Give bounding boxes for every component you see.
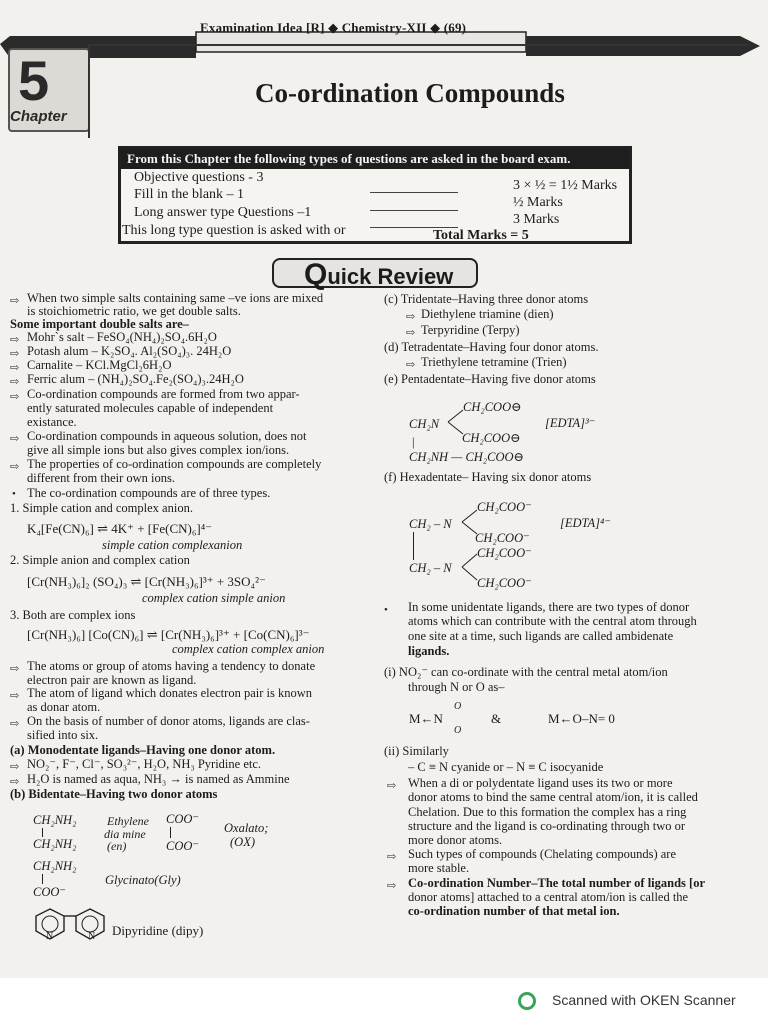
formula: CH₂COO⁻ xyxy=(477,576,532,590)
arrow-bullet-icon: ⇨ xyxy=(10,461,20,473)
text-line: more donor atoms. xyxy=(408,833,503,847)
arrow-bullet-icon: ⇨ xyxy=(10,391,20,403)
scanner-logo-icon xyxy=(518,992,536,1010)
arrow-bullet-icon: ⇨ xyxy=(387,880,397,892)
equation-label: complex cation simple anion xyxy=(142,591,286,605)
text-line: Terpyridine (Terpy) xyxy=(421,323,520,337)
text-line: (i) NO₂⁻ can co-ordinate with the central metal atom/ion xyxy=(384,665,668,679)
chapter-title: Co-ordination Compounds xyxy=(255,78,565,108)
text-line: through N or O as– xyxy=(408,680,505,694)
text-line: donor atoms] attached to a central atom/ion is called the xyxy=(408,890,689,904)
equation-label: complex cation complex anion xyxy=(172,642,325,656)
chapter-word: Chapter xyxy=(10,108,67,125)
text-line: ligands. xyxy=(408,644,450,658)
text-line: is stoichiometric ratio, we get double salts. xyxy=(27,304,241,318)
text-line: The co-ordination compounds are of three types. xyxy=(27,486,271,500)
text-line: The atom of ligand which donates electron pair is known xyxy=(27,686,312,700)
equation: [Cr(NH₃)₆] [Co(CN)₆] ⇌ [Cr(NH₃)₆]³⁺ + [Co(CN)₆]³⁻ xyxy=(27,627,310,642)
text-line: H₂O is named as aqua, NH₃ → is named as Ammine xyxy=(27,772,290,786)
formula: CH₂N xyxy=(409,417,440,431)
ligand-name: Dipyridine (dipy) xyxy=(112,923,204,938)
arrow-bullet-icon: ⇨ xyxy=(10,376,20,388)
text-line: more stable. xyxy=(408,861,470,875)
arrow-bullet-icon: ⇨ xyxy=(10,362,20,374)
text-line: Such types of compounds (Chelating compounds) are xyxy=(408,847,677,861)
formula: CH₂COO⁻ xyxy=(477,546,532,560)
marks-row-label: Fill in the blank – 1 xyxy=(134,187,245,202)
text-line: structure and the ligand is co-ordinating through two or xyxy=(408,819,686,833)
formula: COO⁻ xyxy=(166,839,199,853)
arrow-bullet-icon: ⇨ xyxy=(406,359,416,371)
marks-row-value: ½ Marks xyxy=(513,195,563,210)
text-line: (c) Tridentate–Having three donor atoms xyxy=(384,292,589,306)
arrow-bullet-icon: ⇨ xyxy=(10,433,20,445)
formula: COO⁻ xyxy=(166,812,199,826)
text-line: Mohr`s salt – FeSO₄(NH₄)₂SO₄.6H₂O xyxy=(27,330,217,344)
bond: | xyxy=(412,435,415,449)
formula: CH₂COO⁻ xyxy=(475,531,530,545)
text-line: 2. Simple anion and complex cation xyxy=(10,553,190,567)
equation-label: simple cation complexanion xyxy=(102,538,243,552)
running-head: Examination Idea [R] ◆ Chemistry-XII ◆ (69) xyxy=(200,20,467,35)
equation: K₄[Fe(CN)₆] ⇌ 4K⁺ + [Fe(CN)₆]⁴⁻ xyxy=(27,521,213,536)
formula: CH₂NH — CH₂COO⊖ xyxy=(409,450,525,464)
text-line: When a di or polydentate ligand uses its two or more xyxy=(408,776,673,790)
text-line: atoms which can contribute with the central atom through xyxy=(408,614,697,628)
arrow-bullet-icon: ⇨ xyxy=(10,295,20,307)
text-line: When two simple salts containing same –ve ions are mixed xyxy=(27,291,324,305)
text-line: co-ordination number of that metal ion. xyxy=(408,904,620,918)
atom-label: N xyxy=(88,931,96,942)
arrow-bullet-icon: ⇨ xyxy=(406,327,416,339)
ligand-name: Oxalato; xyxy=(224,821,269,835)
formula: CH₂ – N xyxy=(409,561,452,575)
text-line: (e) Pentadentate–Having five donor atoms xyxy=(384,372,596,386)
dot-bullet-icon: • xyxy=(384,604,388,616)
dot-bullet-icon: • xyxy=(12,488,16,500)
arrow-bullet-icon: ⇨ xyxy=(406,311,416,323)
text-line: Co-ordination Number–The total number of ligands [or xyxy=(408,876,706,890)
formula: CH₂COO⊖ xyxy=(462,431,521,445)
chapter-number: 5 xyxy=(18,49,50,112)
text-line: Triethylene tetramine (Trien) xyxy=(421,355,567,369)
text-line: Ferric alum – (NH₄)₂SO₄.Fe₂(SO₄)₃.24H₂O xyxy=(27,372,244,386)
formula: M←N xyxy=(409,711,443,726)
atom-label: O xyxy=(454,725,462,736)
text-line: – C ≡ N cyanide or – N ≡ C isocyanide xyxy=(408,760,604,774)
blank-line xyxy=(370,227,458,228)
edta-label: [EDTA]⁴⁻ xyxy=(560,516,611,530)
formula: COO⁻ xyxy=(33,885,66,899)
text-line: (ii) Similarly xyxy=(384,744,449,758)
formula: CH₂NH₂ xyxy=(33,859,77,873)
formula: CH₂ – N xyxy=(409,517,452,531)
ligand-name: (OX) xyxy=(230,835,255,849)
text-line: different from their own ions. xyxy=(27,471,175,485)
text-line: electron pair are known as ligand. xyxy=(27,673,197,687)
text-line: Chelation. Due to this formation the complex has a ring xyxy=(408,805,687,819)
text-line: Diethylene triamine (dien) xyxy=(421,307,554,321)
text-line: Some important double salts are– xyxy=(10,317,189,331)
text-line: ently saturated molecules capable of independent xyxy=(27,401,274,415)
formula: CH₂NH₂ xyxy=(33,837,77,851)
arrow-bullet-icon: ⇨ xyxy=(10,334,20,346)
text-line: sified into six. xyxy=(27,728,99,742)
formula: CH₂COO⁻ xyxy=(477,500,532,514)
arrow-bullet-icon: ⇨ xyxy=(10,690,20,702)
arrow-bullet-icon: ⇨ xyxy=(10,776,20,788)
marks-row-label: Objective questions - 3 xyxy=(134,170,264,185)
text-line: give all simple ions but also gives complex ion/ions. xyxy=(27,443,290,457)
text-line: one site at a time, such ligands are called ambidenate xyxy=(408,629,674,643)
dipyridine-structure-icon xyxy=(32,906,112,944)
text-line: In some unidentate ligands, there are two types of donor xyxy=(408,600,690,614)
text-line: as donar atom. xyxy=(27,700,101,714)
text-line: Potash alum – K₂SO₄. Al₂(SO₄)₃. 24H₂O xyxy=(27,344,232,358)
marks-box-heading: From this Chapter the following types of questions are asked in the board exam. xyxy=(121,149,629,169)
marks-row-label: Long answer type Questions –1 xyxy=(134,205,312,220)
marks-row-value: 3 × ½ = 1½ Marks xyxy=(513,178,618,193)
text-line: The atoms or group of atoms having a tendency to donate xyxy=(27,659,316,673)
blank-line xyxy=(370,192,458,193)
formula: CH₂COO⊖ xyxy=(463,400,522,414)
ligand-name: Ethylene xyxy=(107,814,149,828)
ligand-name: Glycinato(Gly) xyxy=(105,873,181,887)
total-marks: Total Marks = 5 xyxy=(433,228,529,243)
blank-line xyxy=(370,210,458,211)
ligand-name: dia mine xyxy=(104,827,146,841)
equation: [Cr(NH₃)₆]₂ (SO₄)₃ ⇌ [Cr(NH₃)₆]³⁺ + 3SO₄²⁻ xyxy=(27,574,266,589)
formula: CH₂NH₂ xyxy=(33,813,77,827)
text-line: (b) Bidentate–Having two donor atoms xyxy=(10,787,218,801)
marks-row-value: 3 Marks xyxy=(513,212,560,227)
bond xyxy=(413,532,414,560)
arrow-bullet-icon: ⇨ xyxy=(387,780,397,792)
text-line: NO₂⁻, F⁻, Cl⁻, SO₃²⁻, H₂O, NH₃ Pyridine etc. xyxy=(27,757,262,771)
bond xyxy=(170,827,171,838)
text-line: (d) Tetradentate–Having four donor atoms. xyxy=(384,340,599,354)
arrow-bullet-icon: ⇨ xyxy=(387,851,397,863)
ligand-name: (en) xyxy=(107,839,127,853)
text-line: 3. Both are complex ions xyxy=(10,608,136,622)
text-line: On the basis of number of donor atoms, ligands are clas- xyxy=(27,714,310,728)
edta-label: [EDTA]³⁻ xyxy=(545,416,596,430)
bond xyxy=(42,874,43,884)
text-line: (f) Hexadentate– Having six donor atoms xyxy=(384,470,592,484)
arrow-bullet-icon: ⇨ xyxy=(10,663,20,675)
text-line: (a) Monodentate ligands–Having one donor atom. xyxy=(10,743,276,757)
atom-label: N xyxy=(46,931,54,942)
text-line: 1. Simple cation and complex anion. xyxy=(10,501,193,515)
and-symbol: & xyxy=(491,711,502,726)
scanner-watermark: Scanned with OKEN Scanner xyxy=(552,992,736,1008)
text-line: donor atoms to bind the same central atom/ion, it is called xyxy=(408,790,698,804)
arrow-bullet-icon: ⇨ xyxy=(10,718,20,730)
text-line: existance. xyxy=(27,415,77,429)
quick-review-title: Quick Review xyxy=(304,258,454,291)
arrow-bullet-icon: ⇨ xyxy=(10,761,20,773)
atom-label: O xyxy=(454,701,462,712)
text-line: Co-ordination compounds in aqueous solution, does not xyxy=(27,429,307,443)
text-line: Co-ordination compounds are formed from two appar- xyxy=(27,387,300,401)
bond xyxy=(42,828,43,837)
text-line: Carnalite – KCl.MgCl₂6H₂O xyxy=(27,358,172,372)
arrow-bullet-icon: ⇨ xyxy=(10,348,20,360)
formula: M←O–N= 0 xyxy=(548,711,615,726)
marks-row-label: This long type question is asked with or xyxy=(122,223,346,238)
text-line: The properties of co-ordination compounds are completely xyxy=(27,457,322,471)
